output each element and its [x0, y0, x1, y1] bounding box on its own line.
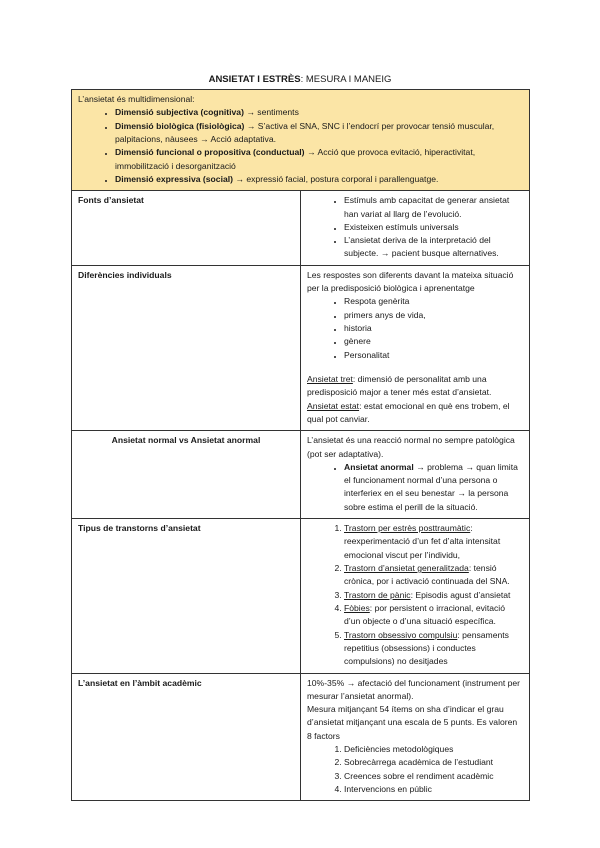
diferencies-label: Diferències individuals	[72, 265, 301, 430]
list-item: • primers anys de vida,	[344, 309, 523, 322]
item-bold: Dimensió expressiva (social)	[115, 173, 233, 184]
title-rest: : MESURA I MANEIG	[300, 74, 392, 85]
list-item	[115, 120, 523, 147]
list-item	[344, 522, 523, 562]
normal-content	[301, 431, 530, 519]
normal-lead: L’ansietat és una reacció normal no sempre patològica (pot ser adaptativa).	[307, 435, 515, 459]
fonts-row	[72, 191, 530, 266]
page-title	[0, 73, 600, 88]
list-item: • Estímuls amb capacitat de generar ansietat han variat al llarg de l’evolució.	[344, 194, 523, 221]
list-item	[115, 146, 523, 173]
list-item: 3. Creences sobre el rendiment acadèmic	[344, 770, 523, 783]
intro-cell	[72, 90, 530, 191]
item-text: : tensió crònica, por i activació continuada del SNA.	[344, 563, 510, 587]
item-bold: Dimensió subjectiva (cognitiva)	[115, 107, 244, 118]
item-name: Trastorn d’ansietat generalitzada	[344, 563, 469, 573]
spacer	[307, 362, 523, 373]
trastorns-list	[307, 522, 523, 668]
item-bold: Dimensió biològica (fisiològica)	[115, 120, 245, 131]
normal-list	[307, 461, 523, 514]
diferencies-lead: Les respostes son diferents davant la mateixa situació per la predisposició biològica i aprenentatge	[307, 269, 514, 294]
intro-list	[78, 106, 523, 186]
trastorns-content	[301, 519, 530, 673]
list-item: 1. Deficiències metodològiques	[344, 743, 523, 756]
title-bold: ANSIETAT I ESTRÈS	[208, 74, 301, 85]
item-text: : por persistent o irracional, evitació d’un objecte o d’una situació específica.	[344, 602, 505, 627]
item-text: → expressió facial, postura corporal i parallenguatge.	[232, 173, 439, 184]
normal-label: Ansietat normal vs Ansietat anormal	[72, 431, 301, 519]
diferencies-list	[307, 295, 523, 362]
fonts-list	[307, 194, 523, 261]
academic-line2: Mesura mitjançant 54 ítems on sha d’indicar el grau d’ansietat mitjançant una escala de 5 punts. Es valoren 8 factors	[307, 704, 518, 741]
list-item	[344, 461, 523, 514]
intro-lead: L’ansietat és multidimensional:	[78, 94, 195, 104]
item-bold: Dimensió funcional o propositiva (conductual)	[115, 147, 305, 158]
academic-line1: 10%-35% → afectació del funcionament (instrument per mesurar l’ansietat anormal).	[307, 677, 521, 701]
item-name: Trastorn per estrès posttraumàtic	[344, 523, 471, 534]
list-item	[344, 602, 523, 629]
item-text: : Episodis agust d’ansietat	[410, 589, 511, 600]
list-item	[115, 106, 523, 119]
estat-label: Ansietat estat	[307, 400, 360, 411]
estat-text: : estat emocional en què ens trobem, el qual pot canviar.	[307, 400, 510, 424]
academic-label: L’ansietat en l’àmbit acadèmic	[72, 673, 301, 801]
diferencies-row	[72, 265, 530, 430]
list-item	[344, 629, 523, 669]
academic-content	[301, 673, 530, 801]
tret-text: : dimensió de personalitat amb una predisposició major a tener més estat d’ansietat.	[307, 373, 492, 398]
trastorns-label: Tipus de transtorns d’ansietat	[72, 519, 301, 673]
item-text: → sentiments	[243, 107, 299, 118]
item-name: Trastorn obsessivo compulsiu	[344, 629, 458, 640]
fonts-label: Fonts d’ansietat	[72, 191, 301, 266]
academic-list	[307, 743, 523, 796]
notes-table	[71, 89, 530, 801]
item-bold: Ansietat anormal	[344, 461, 414, 472]
normal-row	[72, 431, 530, 519]
item-text: → Acció que provoca evitació, hiperactivitat, immobilització i desorganització	[115, 147, 476, 171]
academic-row	[72, 673, 530, 801]
item-text: → S’activa el SNA, SNC i l’endocrí per provocar tensió muscular, palpitacions, nàusees → Acció adaptativa.	[115, 120, 495, 144]
list-item: • Respota genèrita	[344, 295, 523, 308]
list-item: • Personalitat	[344, 349, 523, 362]
diferencies-content	[301, 265, 530, 430]
tret-label: Ansietat tret	[307, 373, 353, 384]
item-name: Trastorn de pànic	[344, 589, 411, 600]
item-text: : pensaments repetitius (obsessions) i conductes compulsions) no desitjades	[344, 629, 509, 667]
intro-row	[72, 90, 530, 191]
list-item	[344, 589, 523, 602]
trastorns-row	[72, 519, 530, 673]
list-item: • gènere	[344, 335, 523, 348]
item-text: : reexperimentació d’un fet d’alta intensitat emocional viscut per l’individu,	[344, 523, 501, 560]
list-item: • L’ansietat deriva de la interpretació del subjecte. → pacient busque alternatives.	[344, 234, 523, 261]
list-item: • historia	[344, 322, 523, 335]
ansietat-tret	[307, 373, 523, 400]
list-item: 4. Intervencions en públic	[344, 783, 523, 796]
ansietat-estat	[307, 400, 523, 427]
fonts-content	[301, 191, 530, 266]
item-text: → problema → quan limita el funcionament normal d’una persona o interferiex en el seu benestar → la persona sobre estima el perill de la situació.	[344, 461, 518, 512]
list-item: • Existeixen estímuls universals	[344, 221, 523, 234]
list-item	[115, 173, 523, 186]
list-item	[344, 562, 523, 589]
item-name: Fòbies	[344, 602, 370, 613]
list-item: 2. Sobrecàrrega acadèmica de l’estudiant	[344, 756, 523, 769]
